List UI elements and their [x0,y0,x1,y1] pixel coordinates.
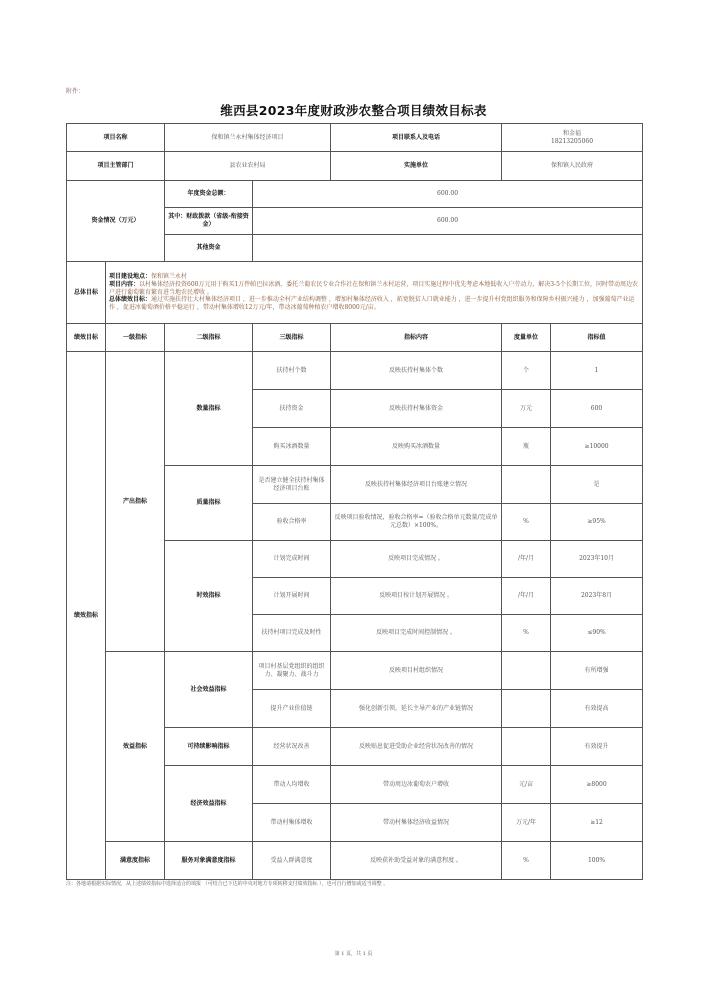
location-label: 项目建设地点： [109,273,152,280]
contact-name: 和金福 [563,129,582,137]
row-value: 1 [551,352,643,390]
row-unit: % [502,615,551,652]
row-content: 反映项目验收情况，验收合格率=（验收合格单元数量/完成单元总数）×100%。 [331,504,502,541]
project-name-label: 项目名称 [67,124,165,152]
row-content: 反映项目按计划开展情况 。 [331,578,502,615]
row-unit: % [502,504,551,541]
col-value: 指标值 [551,324,643,352]
row-l3: 计划完成时间 [253,541,331,578]
row-l3: 受益人群满意度 [253,842,331,880]
row-l3: 扶持村个数 [253,352,331,390]
funds-label: 资金情况（万元） [67,181,165,262]
row-l3: 验收合格率 [253,504,331,541]
row-content: 反映扶持村集体经济项目台账建立情况 [331,466,502,504]
row-value: 600 [551,390,643,428]
level1-output: 产出指标 [106,352,165,652]
row-content: 反映项目村组织情况 [331,652,502,690]
perf-indicator-label: 绩效指标 [67,352,106,880]
row-value: 有效提升 [551,728,643,766]
row-unit: /年/月 [502,578,551,615]
row-content: 反映扶持村集体个数 [331,352,502,390]
row-value: 是 [551,466,643,504]
page-title: 维西县2023年度财政涉农整合项目绩效目标表 [220,103,487,118]
attachment-label: 附件： [66,88,85,95]
row-l3: 购买冰酒数量 [253,428,331,466]
row-l3: 经营状况改善 [253,728,331,766]
row-value: ≥12 [551,804,643,842]
level2-social: 社会效益指标 [165,652,253,728]
row-unit [502,690,551,728]
row-content: 反映项目完成时间控制情况 。 [331,615,502,652]
funds-other-value [253,235,643,262]
row-unit: 万元/年 [502,804,551,842]
impl-label: 实施单位 [331,152,502,181]
funds-total-value: 600.00 [253,181,643,208]
row-content: 带动村集体经济收益情况 [331,804,502,842]
location-value: 保和镇兰永村 [151,273,188,280]
col-perf-goal: 绩效目标 [67,324,106,352]
level2-quantity: 数量指标 [165,352,253,466]
row-l3: 计划开展时间 [253,578,331,615]
content-value: 以村集体经济投资600万元用于购买1万件帕巴拉冰酒，委托兰葡农民专业合作社在保和镇兰永村运营，项目实施过程中优先考虑本地低收入户劳动力，解决3-5个长期工位，同时带动周边农户进行葡萄繁育繁育进当地农民增收 。 [109,280,638,296]
funds-fiscal-label: 其中：财政拨款（省级-衔接资金） [165,208,253,235]
content-label: 项目内容： [109,280,140,288]
row-value: 100% [551,842,643,880]
row-value: 2023年10月 [551,541,643,578]
row-content: 强化创新引领，延长主导产业的产业链情况 [331,690,502,728]
footnote: 注：各地请根据实际情况，从上述绩效指标中选择适合的填报 （可结合已下达的中央对地方专项转移支付绩效指标 ），也可自行增加或适当调整 。 [66,881,389,887]
row-content: 反映购买冰酒数量 [331,428,502,466]
col-level1: 一级指标 [106,324,165,352]
row-l3: 扶持村项目完成及时性 [253,615,331,652]
row-l3: 是否建立健全扶持村集体经济项目台账 [253,466,331,504]
dept-value: 县农业农村局 [165,152,331,181]
row-unit: 瓶 [502,428,551,466]
funds-total-label: 年度资金总额： [165,181,253,208]
row-l3: 带动村集体增收 [253,804,331,842]
level1-satisfaction: 满意度指标 [106,842,165,880]
row-content: 反映获补助受益对象的满意程度 。 [331,842,502,880]
row-l3: 提升产业价值链 [253,690,331,728]
overall-goal-text [106,262,643,324]
perf-goal-label: 总体绩效目标： [109,296,152,304]
level2-service: 服务对象满意度指标 [165,842,253,880]
contact-value [502,124,643,152]
overall-goal-label: 总体目标 [67,262,106,324]
col-content: 指标内容 [331,324,502,352]
performance-table [66,123,643,880]
level2-timeliness: 时效指标 [165,541,253,652]
row-l3: 项目村基层党组织的组织力、凝聚力、战斗力 [253,652,331,690]
table-row [67,352,643,390]
row-value: 有所增强 [551,652,643,690]
row-l3: 带动人均增收 [253,766,331,804]
row-value: ≥95% [551,504,643,541]
row-value: 2023年8月 [551,578,643,615]
row-value: 有效提高 [551,690,643,728]
perf-goal-value: 通过实施扶持壮大村集体经济项目 ，进一步推动全村产业结构调整 ，增加村集体经济收入 ，拓宽脱贫人口就业能力 ，进一步提升村党组织服务和保障乡村振兴能力 ，加强葡萄产业运作 ，促进冰葡萄酒价格平稳运行 ，带动村集体增收12万元/年，带动冰葡萄种植农户增收8000元/亩。 [109,296,635,312]
row-unit [502,652,551,690]
funds-fiscal-value: 600.00 [253,208,643,235]
row-unit: 万元 [502,390,551,428]
level2-sustain: 可持续影响指标 [165,728,253,766]
row-unit [502,466,551,504]
level1-benefit: 效益指标 [106,652,165,842]
col-level2: 二级指标 [165,324,253,352]
funds-other-label: 其他资金 [165,235,253,262]
table-row [67,652,643,690]
col-unit: 度量单位 [502,324,551,352]
row-content: 反映贴息促进受助企业经营状况改善的情况 [331,728,502,766]
row-value: ≥8000 [551,766,643,804]
project-name-value: 保和镇兰永村集体经济项目 [165,124,331,152]
row-value: ≤90% [551,615,643,652]
row-unit [502,728,551,766]
row-unit: 个 [502,352,551,390]
level2-quality: 质量指标 [165,466,253,541]
table-row [67,842,643,880]
contact-phone: 18213205060 [551,137,594,145]
row-content: 反映项目完成情况 。 [331,541,502,578]
impl-value: 保和镇人民政府 [502,152,643,181]
row-unit: /年/月 [502,541,551,578]
row-unit: % [502,842,551,880]
row-value: ≥10000 [551,428,643,466]
dept-label: 项目主管部门 [67,152,165,181]
level2-economic: 经济效益指标 [165,766,253,842]
col-level3: 三级指标 [253,324,331,352]
contact-label: 项目联系人及电话 [331,124,502,152]
row-l3: 扶持资金 [253,390,331,428]
page-number: 第 1 页，共 1 页 [334,951,373,957]
row-content: 带动周边冰葡萄农户增收 [331,766,502,804]
row-unit: 元/亩 [502,766,551,804]
row-content: 反映扶持村集体资金 [331,390,502,428]
